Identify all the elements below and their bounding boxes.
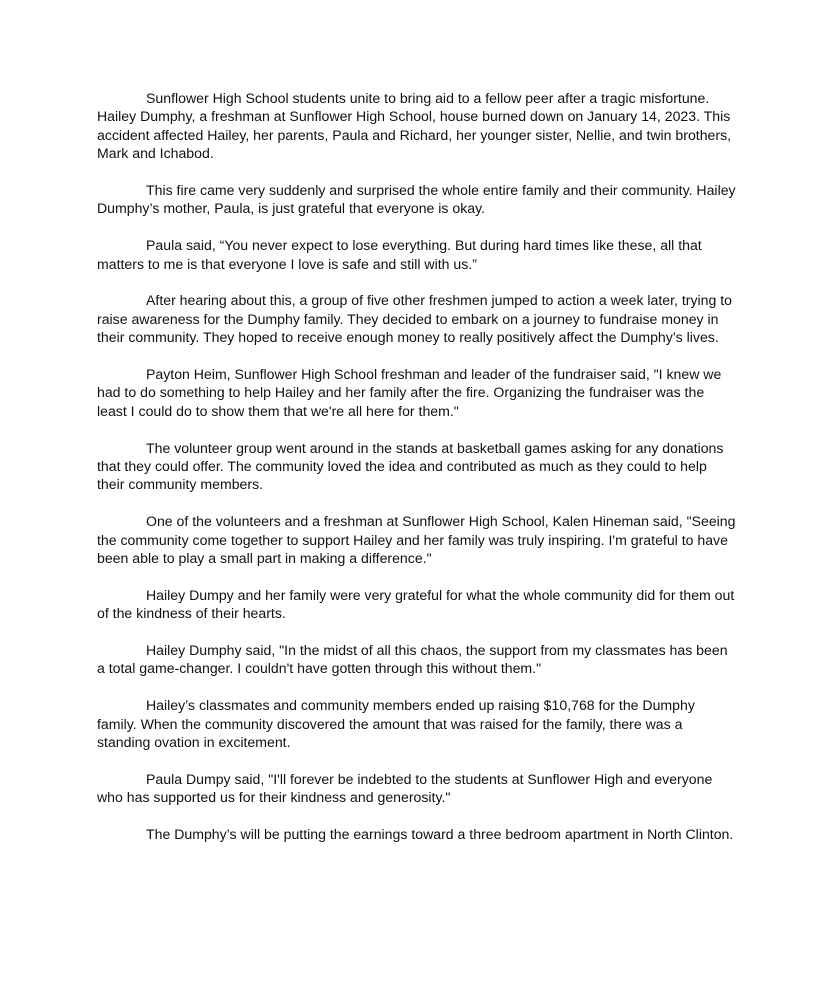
paragraph-paula-quote: Paula said, “You never expect to lose everything. But during hard times like these, all that matters to me is that everyone I love is safe and still with us.” — [97, 237, 702, 272]
paragraph-amount-raised: Hailey’s classmates and community members ended up raising $10,768 for the Dumphy family. When the community discovered the amount that was raised for the family, there was a standing ovation in excitement. — [97, 697, 695, 751]
paragraph-kalen-quote: One of the volunteers and a freshman at Sunflower High School, Kalen Hineman said, "Seeing the community come together to support Hailey and her family was truly inspiring. I'm grateful to have been able to play a small part in making a difference." — [97, 513, 736, 567]
paragraph-paula-thanks: Paula Dumpy said, "I'll forever be indebted to the students at Sunflower High and everyone who has supported us for their kindness and generosity." — [97, 770, 713, 806]
paragraph-hailey-quote: Hailey Dumphy said, "In the midst of all this chaos, the support from my classmates has been a total game-changer. I couldn't have gotten through this without them." — [97, 642, 728, 677]
paragraph-freshmen-action: After hearing about this, a group of five other freshmen jumped to action a week later, trying to raise awareness for the Dumphy family. They decided to embark on a journey to fundraise money in their community. They hoped to receive enough money to really positively affect the Dumphy’s lives. — [97, 292, 733, 346]
paragraph-fire-surprise: This fire came very suddenly and surprised the whole entire family and their community. Hailey Dumphy’s mother, Paula, is just grateful that everyone is okay. — [97, 182, 736, 217]
article-body — [97, 89, 737, 843]
paragraph-intro: Sunflower High School students unite to bring aid to a fellow peer after a tragic misfortune. Hailey Dumphy, a freshman at Sunflower High School, house burned down on January 14, 2023. This accident affected Hailey, her parents, Paula and Richard, her younger sister, Nellie, and twin brothers, Mark and Ichabod. — [97, 90, 732, 162]
paragraph-family-grateful: Hailey Dumpy and her family were very grateful for what the whole community did for them out of the kindness of their hearts. — [97, 586, 735, 622]
paragraph-volunteer-group: The volunteer group went around in the stands at basketball games asking for any donations that they could offer. The community loved the idea and contributed as much as they could to help their community members. — [97, 439, 724, 493]
paragraph-apartment: The Dumphy’s will be putting the earnings toward a three bedroom apartment in North Clinton. — [146, 826, 734, 843]
paragraph-payton-quote: Payton Heim, Sunflower High School freshman and leader of the fundraiser said, "I knew we had to do something to help Hailey and her family after the fire. Organizing the fundraiser was the least I could do to show them that we're all here for them." — [97, 366, 722, 419]
